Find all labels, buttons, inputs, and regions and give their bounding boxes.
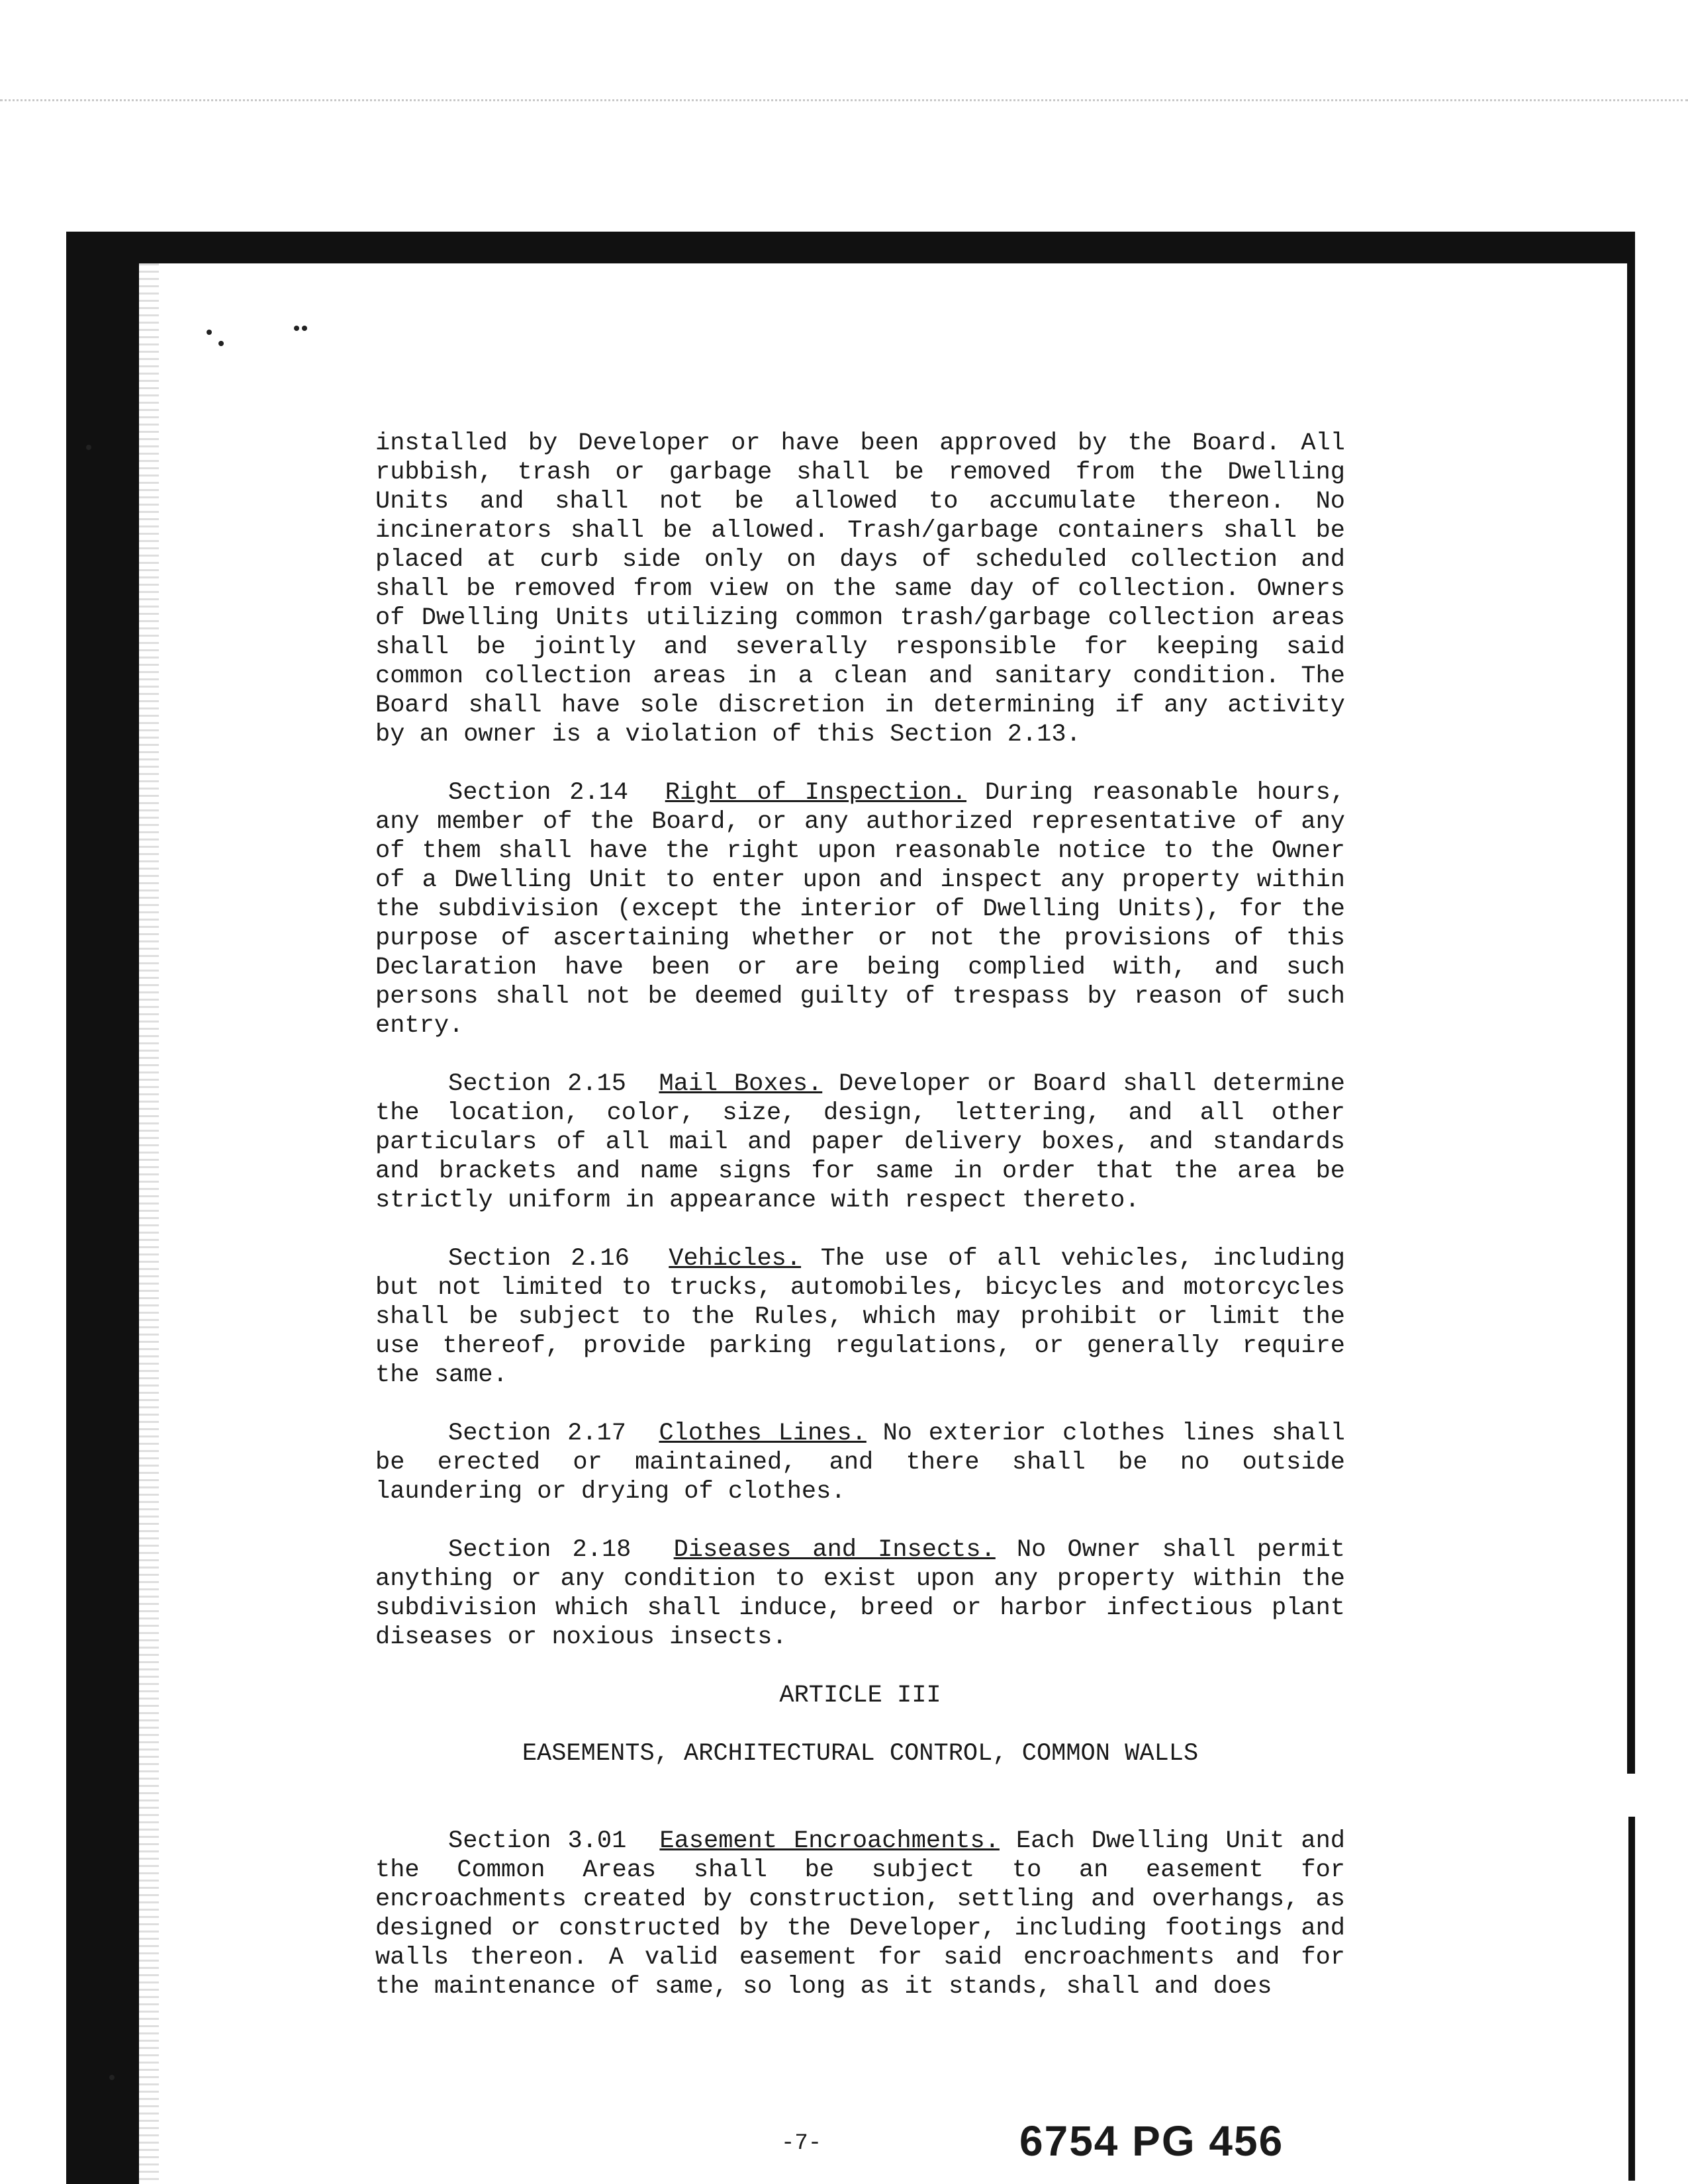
article-title: EASEMENTS, ARCHITECTURAL CONTROL, COMMON WALLS xyxy=(522,1740,1199,1768)
section-title: Mail Boxes. xyxy=(659,1070,823,1098)
section-body: No Owner shall permit anything or any condition to exist upon any property within the subdivision which shall induce, breed or harbor infectious plant diseases or noxious insects. xyxy=(375,1536,1345,1651)
scan-frame-right xyxy=(1627,232,1635,1774)
section-title: Diseases and Insects. xyxy=(673,1536,996,1564)
section-body: The use of all vehicles, including but not limited to trucks, automobiles, bicycles and motorcycles shall be subject to the Rules, which may prohibit or limit the use thereof, provide parking regulations, or generally require the same. xyxy=(375,1245,1345,1389)
section-3-01 xyxy=(375,1827,1345,2001)
section-title: Clothes Lines. xyxy=(659,1420,867,1447)
section-2-17 xyxy=(375,1419,1345,1506)
scan-noise-left xyxy=(139,263,159,2183)
document-body xyxy=(375,429,1345,2001)
section-body: During reasonable hours, any member of the Board, or any authorized representative of any of them shall have the right upon reasonable notice to the Owner of a Dwelling Unit to enter upon and inspect any property within the subdivision (except the interior of Dwelling Units), for the purpose of ascertaining whether or not the provisions of this Declaration have been or are being complied with, and such persons shall not be deemed guilty of trespass by reason of such entry. xyxy=(375,779,1345,1040)
section-title: Vehicles. xyxy=(669,1245,802,1273)
section-title: Right of Inspection. xyxy=(665,779,967,807)
section-body: Each Dwelling Unit and the Common Areas shall be subject to an easement for encroachments created by construction, settling and overhangs, as designed or constructed by the Developer, including footings and walls thereon. A valid easement for said encroachments and for the maintenance of same, so long as it stands, shall and does xyxy=(375,1827,1345,2001)
section-number: Section 2.17 xyxy=(448,1420,626,1447)
book-page-stamp: 6754 PG 456 xyxy=(1019,2117,1284,2165)
scan-frame-right-lower xyxy=(1628,1817,1635,2181)
top-scan-border xyxy=(0,99,1688,101)
section-2-18 xyxy=(375,1535,1345,1652)
section-number: Section 2.16 xyxy=(448,1245,630,1273)
section-2-15 xyxy=(375,1069,1345,1215)
page-number: -7- xyxy=(781,2131,822,2156)
section-body: No exterior clothes lines shall be erected or maintained, and there shall be no outside laundering or drying of clothes. xyxy=(375,1420,1345,1506)
section-body: Developer or Board shall determine the location, color, size, design, lettering, and all other particulars of all mail and paper delivery boxes, and standards and brackets and name signs for same in order that the area be strictly uniform in appearance with respect thereto. xyxy=(375,1070,1345,1214)
section-2-14 xyxy=(375,778,1345,1040)
section-number: Section 2.14 xyxy=(448,779,629,807)
section-number: Section 3.01 xyxy=(448,1827,627,1855)
section-2-16 xyxy=(375,1244,1345,1390)
article-number: ARTICLE III xyxy=(779,1682,941,1709)
paragraph-continuation: installed by Developer or have been approved by the Board. All rubbish, trash or garbage shall be removed from the Dwelling Units and shall not be allowed to accumulate thereon. No incinerators shall be allowed. Trash/garbage containers shall be placed at curb side only on days of scheduled collection and shall be removed from view on the same day of collection. Owners of Dwelling Units utilizing common trash/garbage collection areas shall be jointly and severally responsible for keeping said common collection areas in a clean and sanitary condition. The Board shall have sole discretion in determining if any activity by an owner is a violation of this Section 2.13. xyxy=(375,430,1345,749)
section-title: Easement Encroachments. xyxy=(659,1827,1000,1855)
section-number: Section 2.18 xyxy=(448,1536,632,1564)
section-number: Section 2.15 xyxy=(448,1070,626,1098)
scan-frame-top xyxy=(66,232,1635,263)
scan-frame-left xyxy=(66,232,139,2184)
